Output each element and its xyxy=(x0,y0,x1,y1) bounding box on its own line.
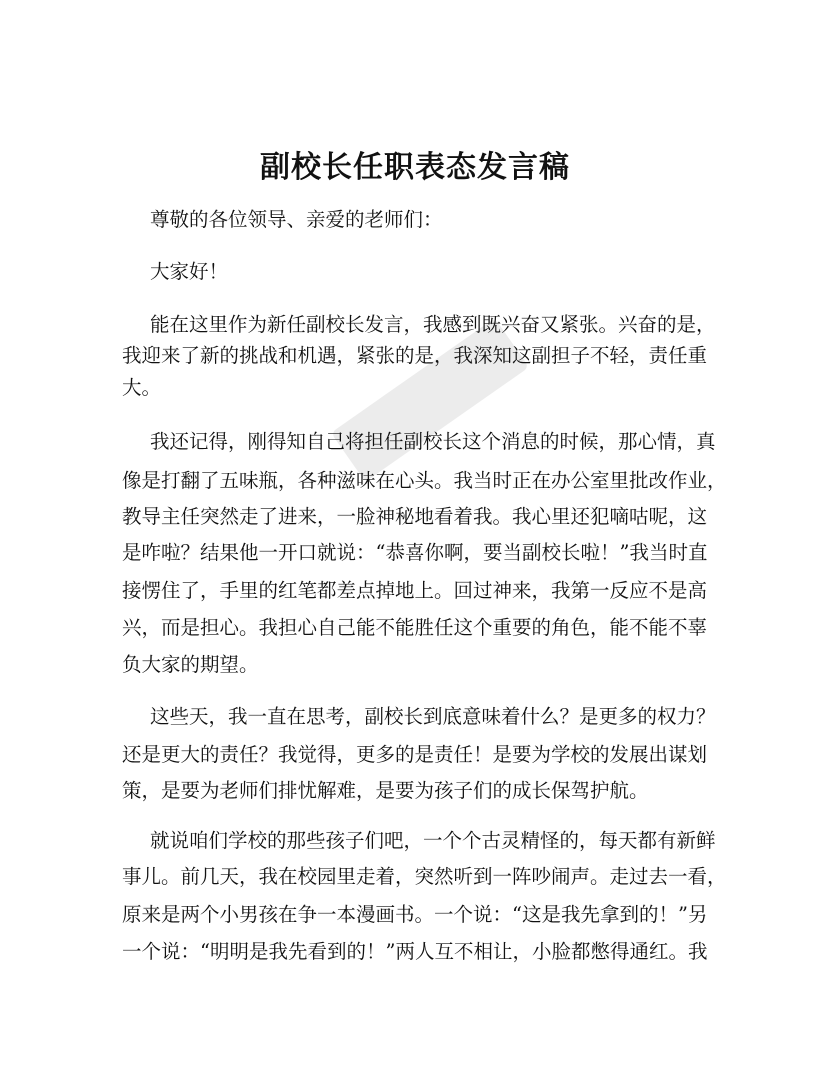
paragraph-line: 是咋啦？结果他一开口就说：“恭喜你啊，要当副校长啦！”我当时直 xyxy=(122,541,708,564)
paragraph-line: 我还记得，刚得知自己将担任副校长这个消息的时候，那心情，真 xyxy=(150,430,716,453)
paragraph-line: 就说咱们学校的那些孩子们吧，一个个古灵精怪的，每天都有新鲜 xyxy=(150,829,716,852)
page-title: 副校长任职表态发言稿 xyxy=(260,150,570,185)
paragraph-line: 事儿。前几天，我在校园里走着，突然听到一阵吵闹声。走过去一看， xyxy=(122,865,727,888)
paragraph-line: 我迎来了新的挑战和机遇，紧张的是，我深知这副担子不轻，责任重 xyxy=(122,344,708,367)
paragraph-line: 能在这里作为新任副校长发言，我感到既兴奋又紧张。兴奋的是， xyxy=(150,313,716,336)
paragraph-line: 兴，而是担心。我担心自己能不能胜任这个重要的角色，能不能不辜 xyxy=(122,616,708,639)
paragraph-line: 大。 xyxy=(122,376,162,399)
greeting: 大家好！ xyxy=(150,260,229,283)
paragraph-line: 教导主任突然走了进来，一脸神秘地看着我。我心里还犯嘀咕呢，这 xyxy=(122,505,708,528)
paragraph-line: 接愣住了，手里的红笔都差点掉地上。回过神来，我第一反应不是高 xyxy=(122,579,708,602)
salutation: 尊敬的各位领导、亲爱的老师们： xyxy=(150,208,443,231)
paragraph-line: 策，是要为老师们排忧解难，是要为孩子们的成长保驾护航。 xyxy=(122,779,649,802)
paragraph-line: 一个说：“明明是我先看到的！”两人互不相让，小脸都憋得通红。我 xyxy=(122,940,708,963)
paragraph-line: 像是打翻了五味瓶，各种滋味在心头。我当时正在办公室里批改作业， xyxy=(122,469,727,492)
paragraph-line: 还是更大的责任？我觉得，更多的是责任！是要为学校的发展出谋划 xyxy=(122,743,708,766)
paragraph-line: 这些天，我一直在思考，副校长到底意味着什么？是更多的权力？ xyxy=(150,705,716,728)
paragraph-line: 原来是两个小男孩在争一本漫画书。一个说：“这是我先拿到的！”另 xyxy=(122,903,708,926)
paragraph-line: 负大家的期望。 xyxy=(122,653,259,676)
